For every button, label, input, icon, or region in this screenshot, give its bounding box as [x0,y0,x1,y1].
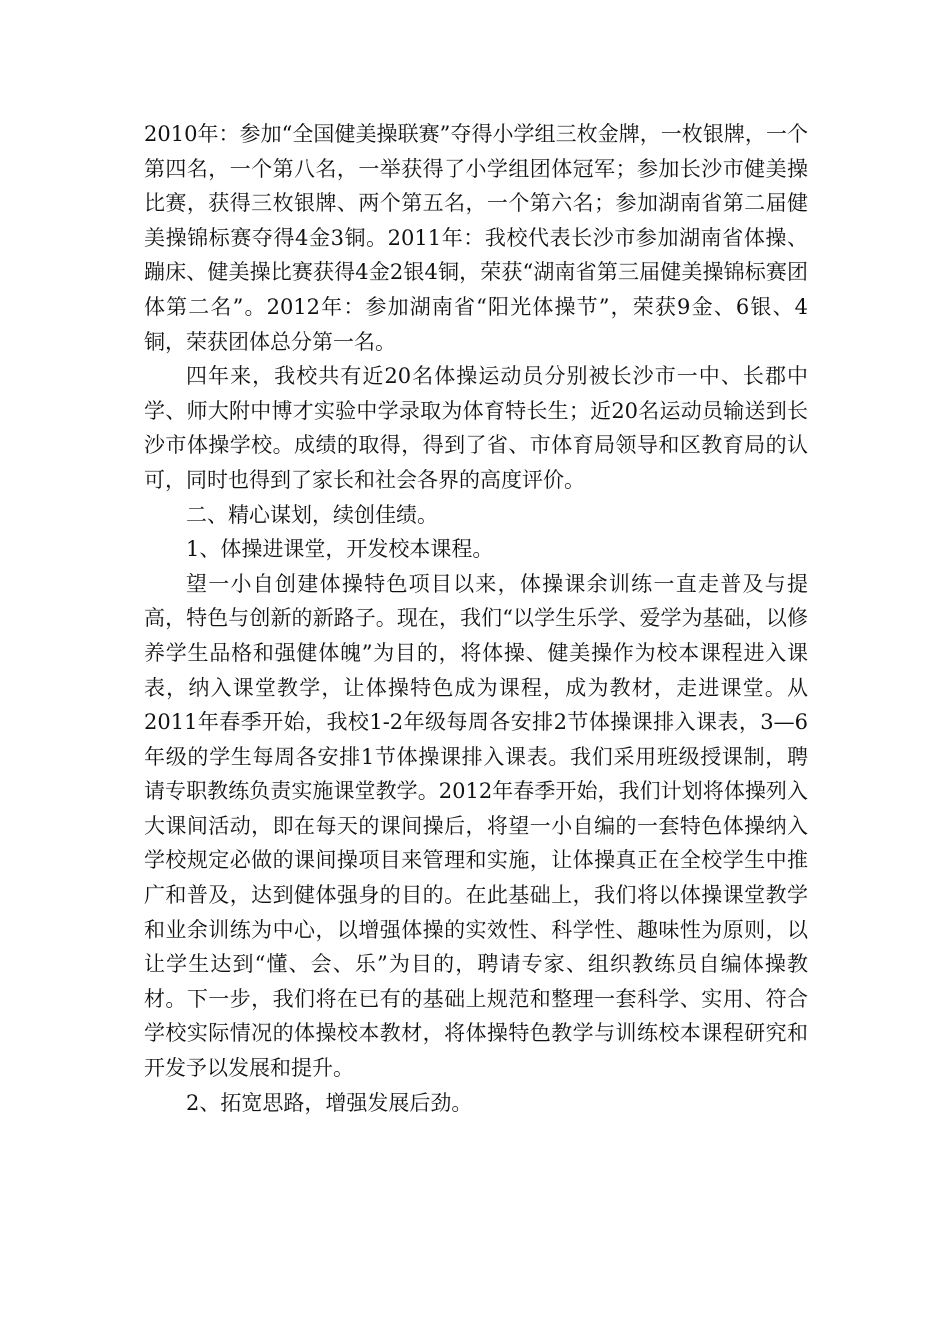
paragraph-athletes-admitted: 四年来，我校共有近20名体操运动员分别被长沙市一中、长郡中学、师大附中博才实验中学录取为体育特长生；近20名运动员输送到长沙市体操学校。成绩的取得，得到了省、市体育局领导和区教育局的认可，同时也得到了家长和社会各界的高度评价。 [144,364,808,492]
paragraph-school-curriculum: 望一小自创建体操特色项目以来，体操课余训练一直走普及与提高，特色与创新的新路子。现在，我们“以学生乐学、爱学为基础，以修养学生品格和强健体魄”为目的，将体操、健美操作为校本课程进入课表，纳入课堂教学，让体操特色成为课程，成为教材，走进课堂。从2011年春季开始，我校1-2年级每周各安排2节体操课排入课表，3—6年级的学生每周各安排1节体操课排入课表。我们采用班级授课制，聘请专职教练负责实施课堂教学。2012年春季开始，我们计划将体操列入大课间活动，即在每天的课间操后，将望一小自编的一套特色体操纳入学校规定必做的课间操项目来管理和实施，让体操真正在全校学生中推广和普及，达到健体强身的目的。在此基础上，我们将以体操课堂教学和业余训练为中心，以增强体操的实效性、科学性、趣味性为原则，以让学生达到“懂、会、乐”为目的，聘请专家、组织教练员自编体操教材。下一步，我们将在已有的基础上规范和整理一套科学、实用、符合学校实际情况的体操校本教材，将体操特色教学与训练校本课程研究和开发予以发展和提升。 [144,571,808,1081]
paragraph-competition-results: 2010年：参加“全国健美操联赛”夺得小学组三枚金牌，一枚银牌，一个第四名，一个第八名，一举获得了小学组团体冠军；参加长沙市健美操比赛，获得三枚银牌、两个第五名，一个第六名；参加湖南省第二届健美操锦标赛夺得4金3铜。2011年：我校代表长沙市参加湖南省体操、蹦床、健美操比赛获得4金2银4铜，荣获“湖南省第三届健美操锦标赛团体第二名”。2012年：参加湖南省“阳光体操节”，荣获9金、6银、4铜，荣获团体总分第一名。 [144,122,808,354]
section-heading-planning: 二、精心谋划，续创佳绩。 [186,502,438,527]
subheading-gymnastics-classroom: 1、体操进课堂，开发校本课程。 [186,537,494,562]
subheading-broaden-ideas: 2、拓宽思路，增强发展后劲。 [186,1090,473,1115]
document-body [144,117,808,1120]
